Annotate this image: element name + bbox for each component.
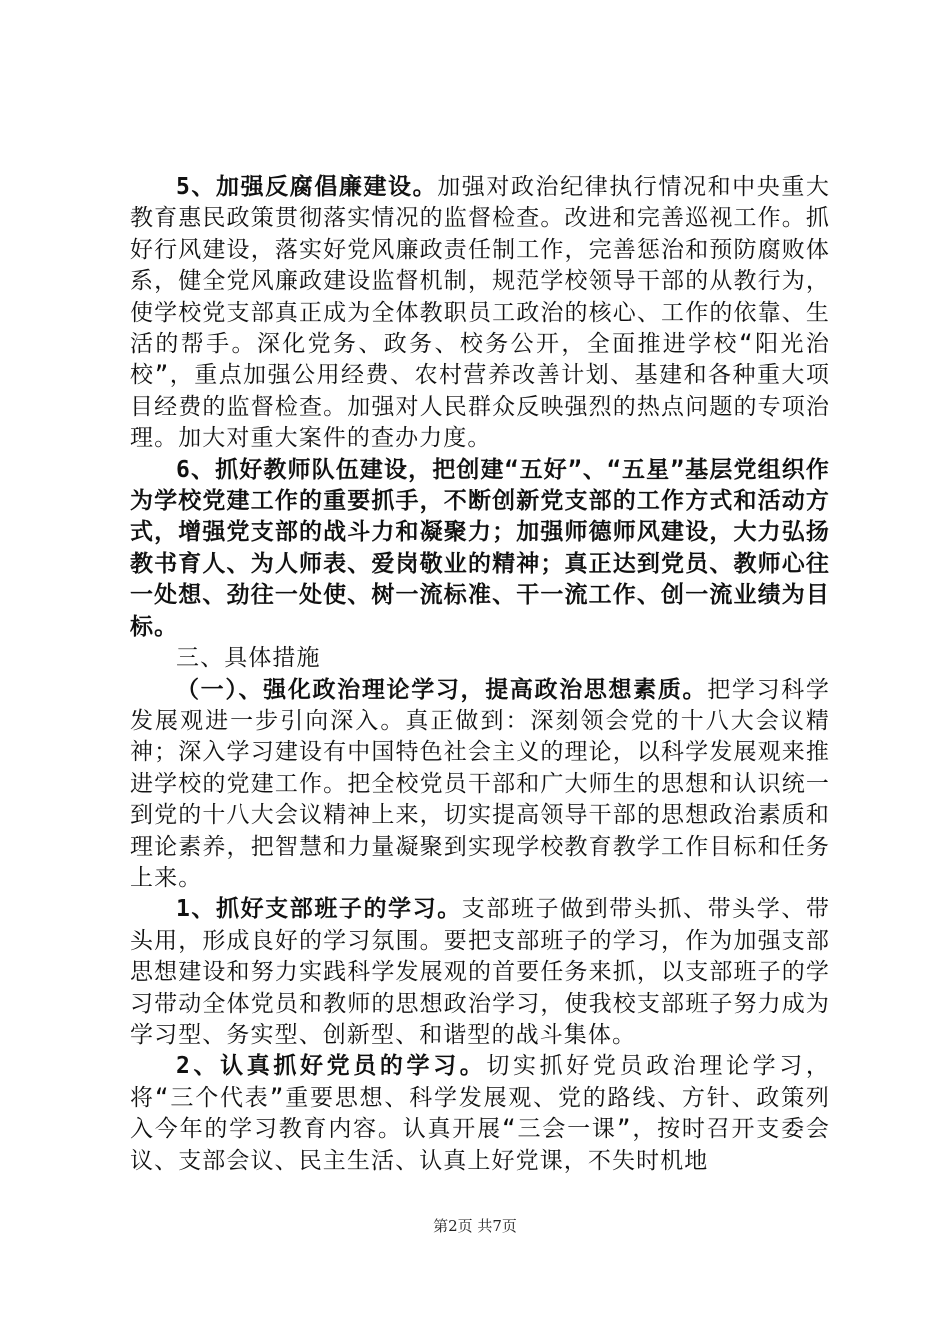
paragraph-lead: 1、抓好支部班子的学习。 <box>176 896 462 923</box>
paragraph-political-theory <box>130 675 830 895</box>
paragraph-text: 支部班子做到带头抓、带头学、带头用，形成良好的学习氛围。要把支部班子的学习，作为加强支部思想建设和努力实践科学发展观的首要任务来抓，以支部班子的学习带动全体党员和教师的思想政治学习，使我校支部班子努力成为学习型、务实型、创新型、和谐型的战斗集体。 <box>130 896 830 1048</box>
section-heading-measures <box>130 643 830 674</box>
paragraph-text: 三、具体措施 <box>176 645 321 672</box>
paragraph-text: 加强对政治纪律执行情况和中央重大教育惠民政策贯彻落实情况的监督检查。改进和完善巡视工作。抓好行风建设，落实好党风廉政责任制工作，完善惩治和预防腐败体系，健全党风廉政建设监督机制，规范学校领导干部的从教行为，使学校党支部真正成为全体教职员工政治的核心、工作的依靠、生活的帮手。深化党务、政务、校务公开，全面推进学校“阳光治校”，重点加强公用经费、农村营养改善计划、基建和各种重大项目经费的监督检查。加强对人民群众反映强烈的热点问题的专项治理。加大对重大案件的查办力度。 <box>130 174 830 452</box>
paragraph-member-study <box>130 1051 830 1177</box>
paragraph-text: 切实抓好党员政治理论学习，将“三个代表”重要思想、科学发展观、党的路线、方针、政策列入今年的学习教育内容。认真开展“三会一课”，按时召开支委会议、支部会议、民主生活、认真上好党课，不失时机地 <box>130 1053 830 1174</box>
paragraph-lead: 5、加强反腐倡廉建设。 <box>176 174 438 200</box>
paragraph-text: 把学习科学发展观进一步引向深入。真正做到：深刻领会党的十八大会议精神；深入学习建设有中国特色社会主义的理论，以科学发展观来推进学校的党建工作。把全校党员干部和广大师生的思想和认识统一到党的十八大会议精神上来，切实提高领导干部的思想政治素质和理论素养，把智慧和力量凝聚到实现学校教育教学工作目标和任务上来。 <box>130 676 831 891</box>
paragraph-teacher-team <box>130 455 830 643</box>
paragraph-branch-study <box>130 894 830 1051</box>
document-body <box>130 172 830 1177</box>
page-number-footer: 第2页 共7页 <box>433 1217 517 1235</box>
paragraph-lead: 6、抓好教师队伍建设，把创建“五好”、“五星”基层党组织作为学校党建工作的重要抓手，不断创新党支部的工作方式和活动方式，增强党支部的战斗力和凝聚力；加强师德师风建设，大力弘扬教书育人、为人师表、爱岗敬业的精神；真正达到党员、教师心往一处想、劲往一处使、树一流标准、干一流工作、创一流业绩为目标。 <box>130 456 830 640</box>
paragraph-anti-corruption <box>130 172 830 455</box>
paragraph-lead: 2、认真抓好党员的学习。 <box>176 1053 487 1080</box>
paragraph-lead: （一）、强化政治理论学习，提高政治思想素质。 <box>176 676 708 703</box>
